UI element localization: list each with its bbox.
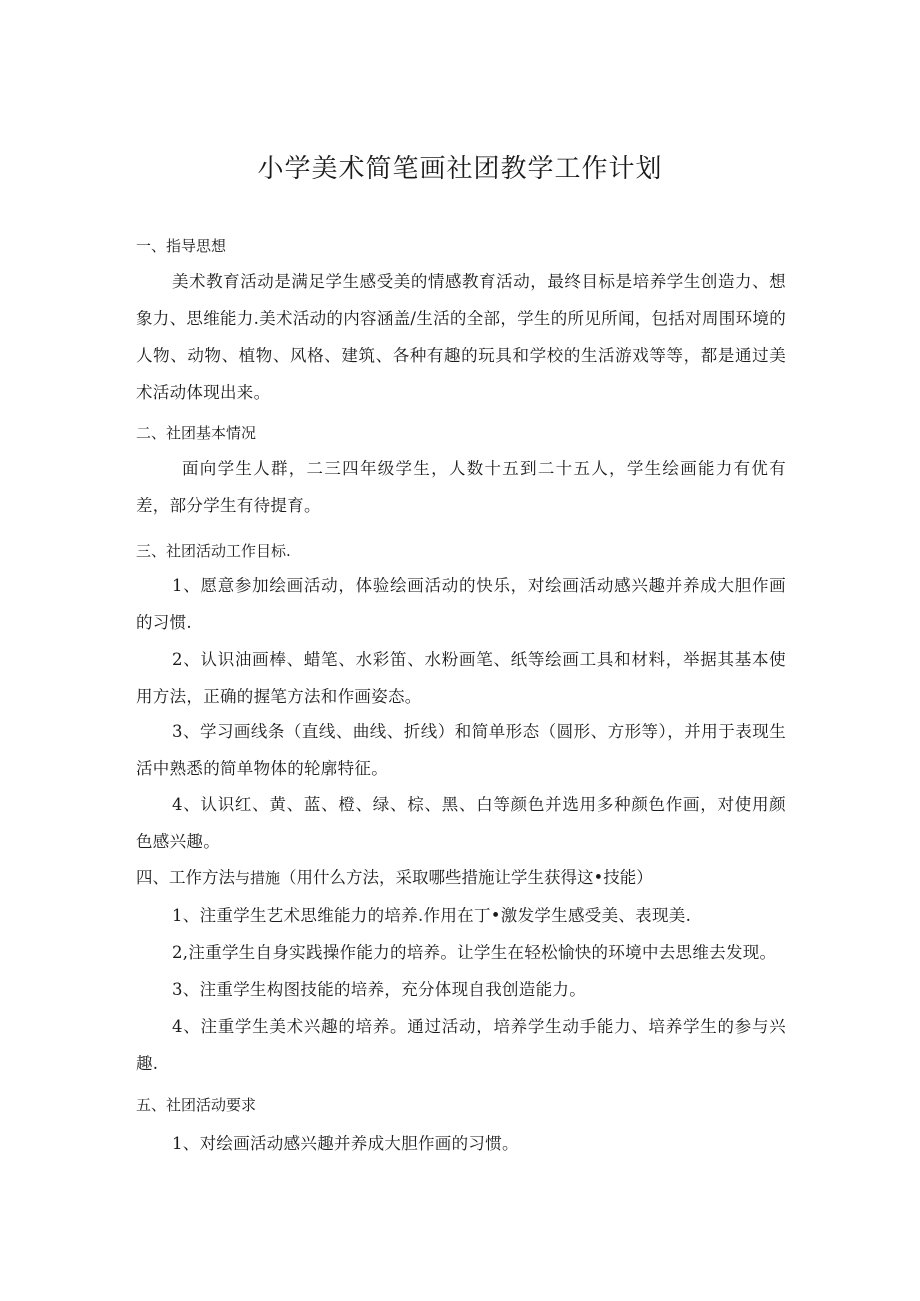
section-3-item-4: 4、认识红、黄、蓝、橙、绿、棕、黑、白等颜色并选用多种颜色作画，对使用颜色感兴趣。	[136, 795, 786, 851]
section-4-item-3: 3、注重学生构图技能的培养，充分体现自我创造能力。	[172, 980, 586, 999]
section-4-item-2: 2,注重学生自身实践操作能力的培养。让学生在轻松愉快的环境中去思维去发现。	[172, 943, 777, 962]
section-heading-2: 二、社团基本情况	[136, 424, 257, 442]
section-3-item-3: 3、学习画线条（直线、曲线、折线）和简单形态（圆形、方形等），并用于表现生活中熟悉的简单物体的轮廓特征。	[136, 722, 786, 778]
section-heading-4	[136, 867, 653, 889]
section-heading-5: 五、社团活动要求	[136, 1096, 257, 1114]
page-title: 小学美术简笔画社团教学工作计划	[257, 154, 663, 184]
section-4-item-1: 1、注重学生艺术思维能力的培养.作用在丁•激发学生感受美、表现美.	[172, 906, 692, 925]
section-1-paragraph-1: 美术教育活动是满足学生感受美的情感教育活动，最终目标是培养学生创造力、想象力、思维能力.美术活动的内容涵盖/生活的全部，学生的所见所闻，包括对周围环境的人物、动物、植物、风格、建筑、各种有趣的玩具和学校的生活游戏等等，都是通过美术活动体现出来。	[136, 272, 786, 402]
section-5-item-1: 1、对绘画活动感兴趣并养成大胆作画的习惯。	[172, 1134, 519, 1153]
section-heading-4-suffix: （用什么方法，采取哪些措施让学生获得这•技能）	[280, 868, 653, 887]
section-4-item-4: 4、注重学生美术兴趣的培养。通过活动，培养学生动手能力、培养学生的参与兴趣.	[136, 1017, 786, 1073]
section-heading-4-prefix: 四、工作方法	[136, 868, 235, 887]
section-2-paragraph-1: 面向学生人群，二三四年级学生，人数十五到二十五人，学生绘画能力有优有差，部分学生有待提育。	[136, 459, 786, 515]
section-heading-3: 三、社团活动工作目标.	[136, 542, 291, 560]
section-heading-1: 一、指导思想	[136, 237, 227, 255]
section-3-item-1: 1、愿意参加绘画活动，体验绘画活动的快乐，对绘画活动感兴趣并养成大胆作画的习惯.	[136, 576, 786, 632]
section-heading-4-bold: 与措施	[235, 869, 281, 887]
section-3-item-2: 2、认识油画棒、蜡笔、水彩笛、水粉画笔、纸等绘画工具和材料，举据其基本使用方法，正确的握笔方法和作画姿态。	[136, 650, 786, 706]
